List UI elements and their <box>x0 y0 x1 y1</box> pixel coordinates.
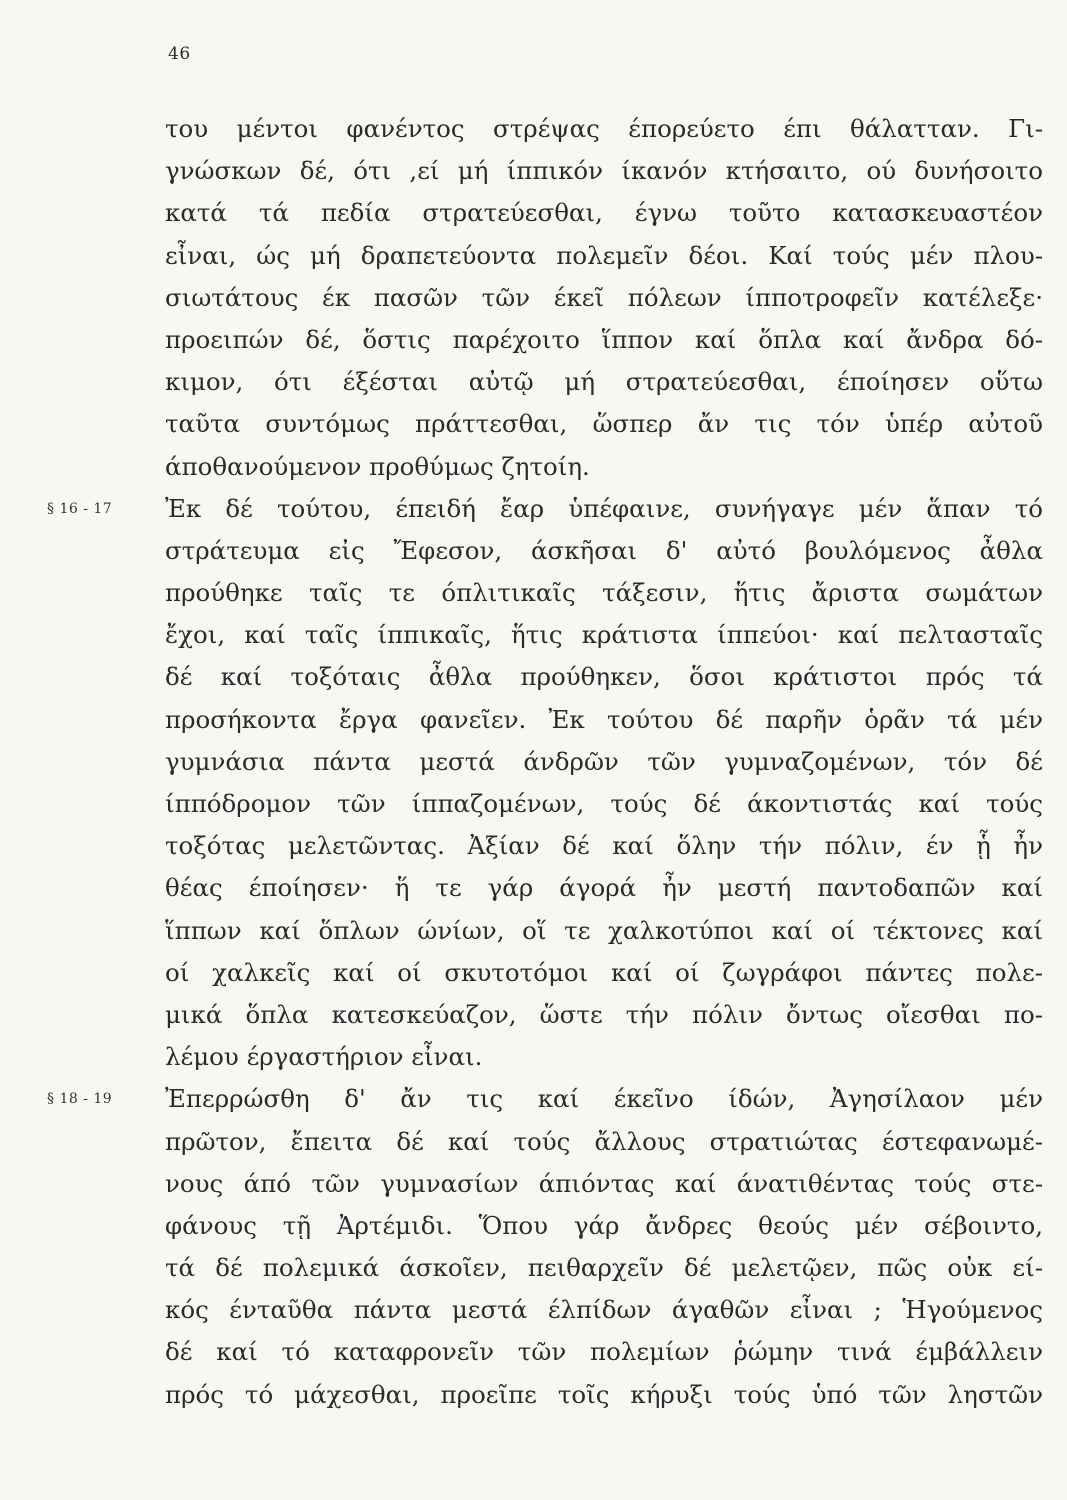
text-line <box>165 108 1043 150</box>
text-line <box>165 361 1043 403</box>
line-text: θέας έποίησεν· ἥ τε γάρ άγορά ἦν μεστή παντοδαπῶν καί <box>165 873 1043 903</box>
line-text: Ἐκ δέ τούτου, έπειδή ἔαρ ὑπέφαινε, συνήγαγε μέν ἅπαν τό <box>165 493 1043 523</box>
text-line <box>165 867 1043 909</box>
line-text: εἶναι, ώς μή δραπετεύοντα πολεμεῖν δέοι. Καί τούς μέν πλου- <box>165 240 1043 270</box>
line-text: γνώσκων δέ, ότι ,εί μή ίππικόν ίκανόν κτήσαιτο, ού δυνήσοιτο <box>165 156 1043 186</box>
line-text: λέμου έργαστήριον εἶναι. <box>165 1042 483 1072</box>
text-line <box>165 446 1043 488</box>
line-text: φάνους τῇ Ἀρτέμιδι. Ὅπου γάρ ἄνδρες θεούς μέν σέβοιντο, <box>165 1210 1043 1240</box>
line-text: σιωτάτους έκ πασῶν τῶν έκεῖ πόλεων ίπποτροφεῖν κατέλεξε· <box>165 282 1043 312</box>
line-text: του μέντοι φανέντος στρέψας έπορεύετο έπι θάλατταν. Γι- <box>165 114 1043 143</box>
text-line <box>165 403 1043 445</box>
text-line <box>165 150 1043 192</box>
text-line <box>165 530 1043 572</box>
line-text: Ἐπερρώσθη δ' ἄν τις καί έκεῖνο ίδών, Ἀγησίλαον μέν <box>165 1084 1043 1114</box>
body-text <box>47 108 1043 1416</box>
page-number: 46 <box>168 44 191 64</box>
text-line <box>165 614 1043 656</box>
text-line <box>165 952 1043 994</box>
text-line <box>165 656 1043 698</box>
line-text: ἔχοι, καί ταῖς ίππικαῖς, ἥτις κράτιστα ίππεύοι· καί πελτασταῖς <box>165 620 1043 650</box>
text-line <box>165 192 1043 234</box>
text-line <box>165 1331 1043 1373</box>
line-text: στράτευμα εἰς Ἔφεσον, άσκῆσαι δ' αὐτό βουλόμενος ἆθλα <box>165 535 1043 565</box>
line-text: τά δέ πολεμικά άσκοῖεν, πειθαρχεῖν δέ μελετῷεν, πῶς οὐκ εί- <box>165 1253 1043 1283</box>
text-line <box>165 910 1043 952</box>
line-text: κός ένταῦθα πάντα μεστά έλπίδων άγαθῶν εἶναι ; Ἡγούμενος <box>165 1295 1043 1325</box>
line-text: ἵππων καί ὅπλων ώνίων, οἵ τε χαλκοτύποι καί οί τέκτονες καί <box>165 915 1043 945</box>
text-line <box>165 994 1043 1036</box>
line-text: ίππόδρομον τῶν ίππαζομένων, τούς δέ άκοντιστάς καί τούς <box>165 789 1043 818</box>
text-line <box>165 699 1043 741</box>
line-text: προειπών δέ, ὅστις παρέχοιτο ἵππον καί ὅπλα καί ἄνδρα δό- <box>165 324 1043 354</box>
text-line <box>165 1205 1043 1247</box>
line-text: δέ καί τοξόταις ἆθλα προύθηκεν, ὅσοι κράτιστοι πρός τά <box>165 662 1043 692</box>
line-text: κατά τά πεδία στρατεύεσθαι, έγνω τοῦτο κατασκευαστέον <box>165 198 1043 228</box>
text-line <box>165 1247 1043 1289</box>
line-text: προσήκοντα ἔργα φανεῖεν. Ἐκ τούτου δέ παρῆν ὁρᾶν τά μέν <box>165 704 1043 734</box>
text-line <box>47 488 1043 530</box>
text-line <box>165 1163 1043 1205</box>
text-line <box>165 1036 1043 1078</box>
text-line <box>165 319 1043 361</box>
line-text: πρός τό μάχεσθαι, προεῖπε τοῖς κήρυξι τούς ὑπό τῶν ληστῶν <box>165 1379 1043 1409</box>
line-text: ταῦτα συντόμως πράττεσθαι, ὥσπερ ἄν τις τόν ὑπέρ αὐτοῦ <box>165 409 1043 439</box>
line-text: τοξότας μελετῶντας. Ἀξίαν δέ καί ὅλην τήν πόλιν, έν ᾗ ἦν <box>165 831 1043 861</box>
text-line <box>165 741 1043 783</box>
line-text: νους άπό τῶν γυμνασίων άπιόντας καί άνατιθέντας τούς στε- <box>165 1168 1043 1198</box>
line-text: γυμνάσια πάντα μεστά άνδρῶν τῶν γυμναζομένων, τόν δέ <box>165 746 1043 776</box>
section-marker: § 16 - 17 <box>47 500 113 517</box>
line-text: κιμον, ότι έξέσται αὐτῷ μή στρατεύεσθαι, έποίησεν οὕτω <box>165 367 1043 397</box>
line-text: οί χαλκεῖς καί οί σκυτοτόμοι καί οί ζωγράφοι πάντες πολε- <box>165 957 1043 987</box>
text-line <box>165 277 1043 319</box>
line-text: δέ καί τό καταφρονεῖν τῶν πολεμίων ῥώμην τινά έμβάλλειν <box>165 1337 1043 1367</box>
text-line <box>165 1374 1043 1416</box>
text-line <box>165 572 1043 614</box>
text-line <box>165 1121 1043 1163</box>
text-line <box>165 783 1043 825</box>
line-text: μικά ὅπλα κατεσκεύαζον, ὥστε τήν πόλιν ὄντως οἴεσθαι πο- <box>165 999 1043 1029</box>
text-line <box>47 1078 1043 1120</box>
line-text: άποθανούμενον προθύμως ζητοίη. <box>165 451 590 481</box>
text-line <box>165 1289 1043 1331</box>
text-line <box>165 825 1043 867</box>
line-text: πρῶτον, ἔπειτα δέ καί τούς ἄλλους στρατιώτας έστεφανωμέ- <box>165 1126 1043 1156</box>
text-line <box>165 235 1043 277</box>
line-text: προύθηκε ταῖς τε όπλιτικαῖς τάξεσιν, ἥτις ἄριστα σωμάτων <box>165 578 1043 608</box>
section-marker: § 18 - 19 <box>47 1091 113 1108</box>
